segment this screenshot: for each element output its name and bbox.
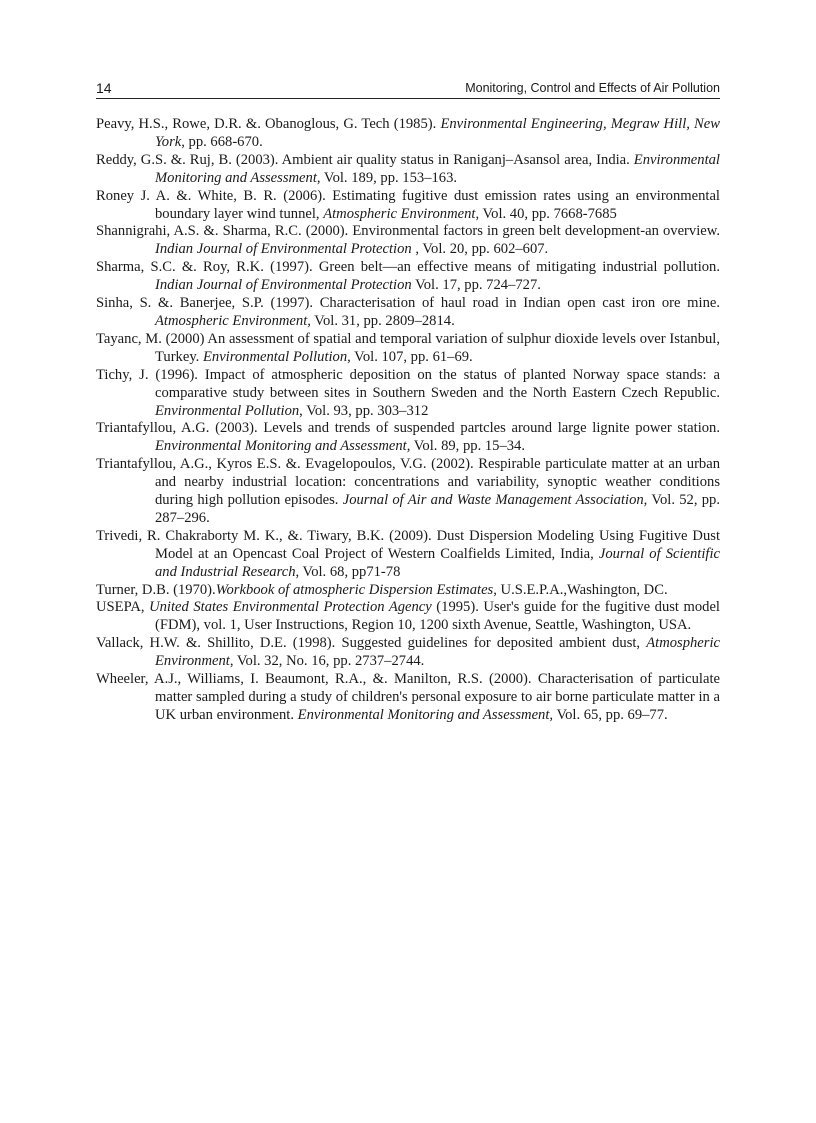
reference-entry: USEPA, United States Environmental Protection Agency (1995). User's guide for the fugitive dust model (FDM), vol. 1, User Instructions, Region 10, 1200 sixth Avenue, Seattle, Washington, USA. [96,599,720,634]
reference-entry: Turner, D.B. (1970).Workbook of atmospheric Dispersion Estimates, U.S.E.P.A.,Washington, DC. [96,581,668,598]
reference-entry: Shannigrahi, A.S. &. Sharma, R.C. (2000). Environmental factors in green belt development-an overview. Indian Journal of Environmental Protection , Vol. 20, pp. 602–607. [96,223,720,258]
reference-entry: Wheeler, A.J., Williams, I. Beaumont, R.A., &. Manilton, R.S. (2000). Characterisation of particulate matter sampled during a study of children's personal exposure to air borne particulate matter in a UK urban environment. Environmental Monitoring and Assessment, Vol. 65, pp. 69–77. [96,671,720,723]
reference-entry: Reddy, G.S. &. Ruj, B. (2003). Ambient air quality status in Raniganj–Asansol area, India. Environmental Monitoring and Assessment, Vol. 189, pp. 153–163. [96,151,720,186]
reference-entry: Roney J. A. &. White, B. R. (2006). Estimating fugitive dust emission rates using an environmental boundary layer wind tunnel, Atmospheric Environment, Vol. 40, pp. 7668-7685 [96,187,720,222]
reference-entry: Tayanc, M. (2000) An assessment of spatial and temporal variation of sulphur dioxide levels over Istanbul, Turkey. Environmental Pollution, Vol. 107, pp. 61–69. [96,330,720,365]
reference-entry: Triantafyllou, A.G. (2003). Levels and trends of suspended partcles around large lignite power station. Environmental Monitoring and Assessment, Vol. 89, pp. 15–34. [96,420,720,455]
reference-entry: Vallack, H.W. &. Shillito, D.E. (1998). Suggested guidelines for deposited ambient dust, Atmospheric Environment, Vol. 32, No. 16, pp. 2737–2744. [96,635,720,670]
reference-entry: Sharma, S.C. &. Roy, R.K. (1997). Green belt—an effective means of mitigating industrial pollution. Indian Journal of Environmental Protection Vol. 17, pp. 724–727. [96,259,720,294]
reference-entry: Peavy, H.S., Rowe, D.R. &. Obanoglous, G. Tech (1985). Environmental Engineering, Megraw Hill, New York, pp. 668-670. [96,116,720,150]
reference-entry: Triantafyllou, A.G., Kyros E.S. &. Evagelopoulos, V.G. (2002). Respirable particulate matter at an urban and nearby industrial location: concentrations and variability, synoptic weather conditions during high pollution episodes. Journal of Air and Waste Management Association, Vol. 52, pp. 287–296. [96,456,720,526]
reference-entry: Tichy, J. (1996). Impact of atmospheric deposition on the status of planted Norway space stands: a comparative study between sites in Southern Sweden and the North Eastern Czech Republic. Environmental Pollution, Vol. 93, pp. 303–312 [96,366,720,419]
running-header [96,80,720,99]
reference-entry: Sinha, S. &. Banerjee, S.P. (1997). Characterisation of haul road in Indian open cast iron ore mine. Atmospheric Environment, Vol. 31, pp. 2809–2814. [96,295,720,329]
page-number: 14 [96,80,112,96]
reference-entry: Trivedi, R. Chakraborty M. K., &. Tiwary, B.K. (2009). Dust Dispersion Modeling Using Fugitive Dust Model at an Opencast Coal Project of Western Coalfields Limited, India, Journal of Scientific and Industrial Research, Vol. 68, pp71-78 [96,527,720,580]
running-title: Monitoring, Control and Effects of Air Pollution [465,81,720,95]
reference-list [96,116,720,725]
